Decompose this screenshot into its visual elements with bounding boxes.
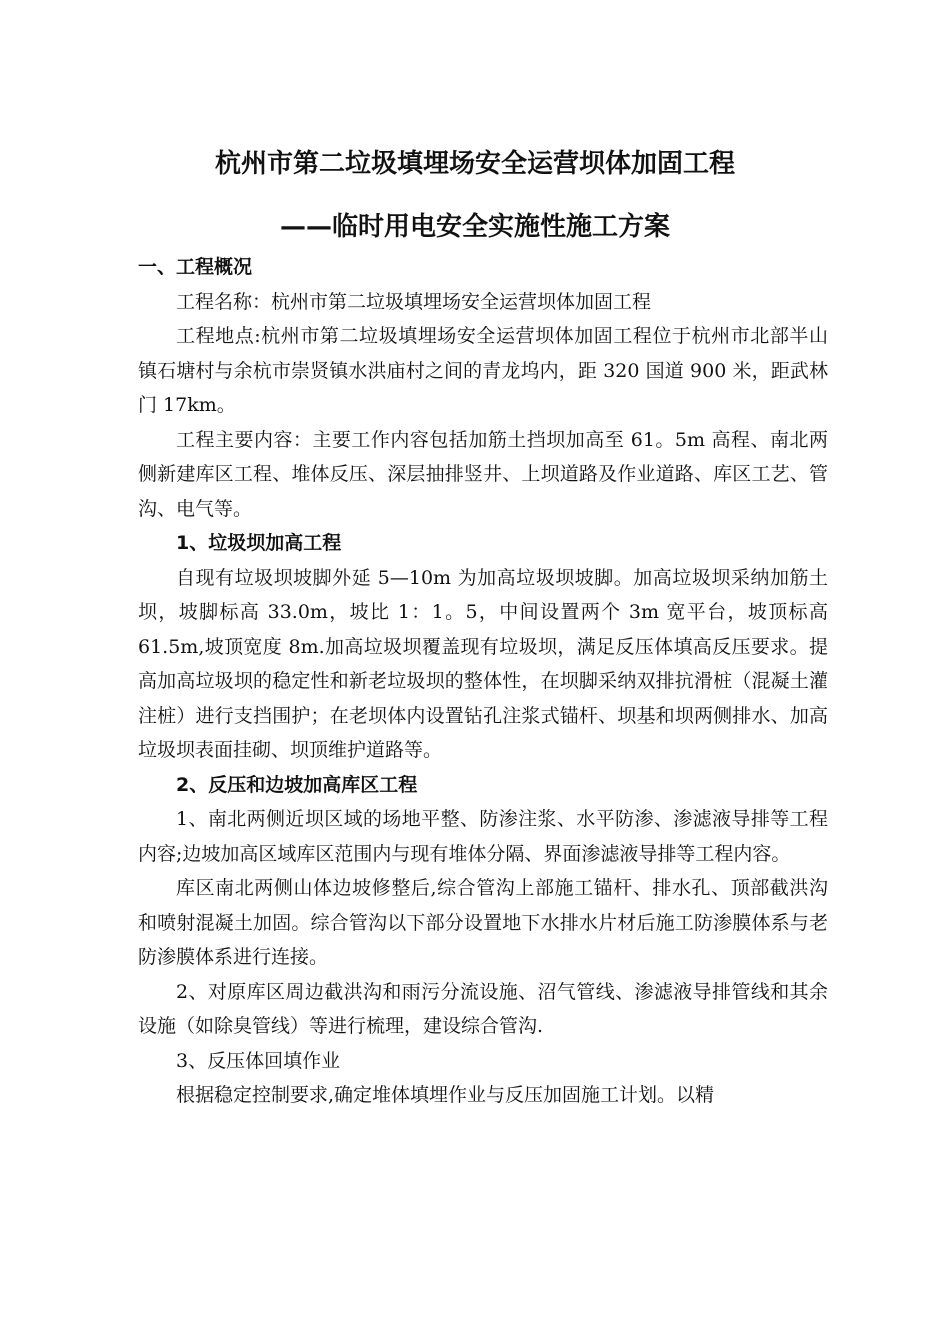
subsection-heading-dam: 1、垃圾坝加高工程 [176, 532, 342, 554]
backpressure-item-3-text: 根据稳定控制要求,确定堆体填埋作业与反压加固施工计划。以精 [176, 1084, 715, 1106]
project-name-paragraph: 工程名称：杭州市第二垃圾填埋场安全运营坝体加固工程 [176, 290, 652, 313]
section-heading-overview: 一、工程概况 [138, 256, 253, 278]
project-location-paragraph: 工程地点:杭州市第二垃圾填埋场安全运营坝体加固工程位于杭州市北部半山镇石塘村与余杭市崇贤镇水洪庙村之间的青龙坞内，距 320 国道 900 米，距武林门 17km。 [138, 325, 828, 416]
document-body [138, 250, 828, 1113]
dam-paragraph: 自现有垃圾坝坡脚外延 5—10m 为加高垃圾坝坡脚。加高垃圾坝采纳加筋土坝，坡脚标高 33.0m，坡比 1：1。5，中间设置两个 3m 宽平台，坡顶标高 61.5m,坡顶宽度 8m.加高垃圾坝覆盖现有垃圾坝，满足反压体填高反压要求。提高加高垃圾坝的稳定性和新老垃圾坝的整体性，在坝脚采纳双排抗滑桩（混凝土灌注桩）进行支挡围护；在老坝体内设置钻孔注浆式锚杆、坝基和坝两侧排水、加高垃圾坝表面挂砌、坝顶维护道路等。 [138, 566, 828, 761]
backpressure-item-1: 1、南北两侧近坝区域的场地平整、防渗注浆、水平防渗、渗滤液导排等工程内容;边坡加高区域库区范围内与现有堆体分隔、界面渗滤液导排等工程内容。 [138, 808, 828, 865]
backpressure-item-3: 3、反压体回填作业 [176, 1049, 341, 1072]
backpressure-item-2: 2、对原库区周边截洪沟和雨污分流设施、沼气管线、渗滤液导排管线和其余设施（如除臭管线）等进行梳理，建设综合管沟. [138, 980, 828, 1037]
document-title: 杭州市第二垃圾填埋场安全运营坝体加固工程 [214, 149, 735, 179]
backpressure-paragraph: 库区南北两侧山体边坡修整后,综合管沟上部施工锚杆、排水孔、顶部截洪沟和喷射混凝土加固。综合管沟以下部分设置地下水排水片材后施工防渗膜体系与老防渗膜体系进行连接。 [138, 877, 828, 968]
main-content-paragraph: 工程主要内容：主要工作内容包括加筋土挡坝加高至 61。5m 高程、南北两侧新建库区工程、堆体反压、深层抽排竖井、上坝道路及作业道路、库区工艺、管沟、电气等。 [138, 428, 828, 520]
document-subtitle: ——临时用电安全实施性施工方案 [279, 212, 670, 242]
subsection-heading-backpressure: 2、反压和边坡加高库区工程 [176, 773, 418, 796]
